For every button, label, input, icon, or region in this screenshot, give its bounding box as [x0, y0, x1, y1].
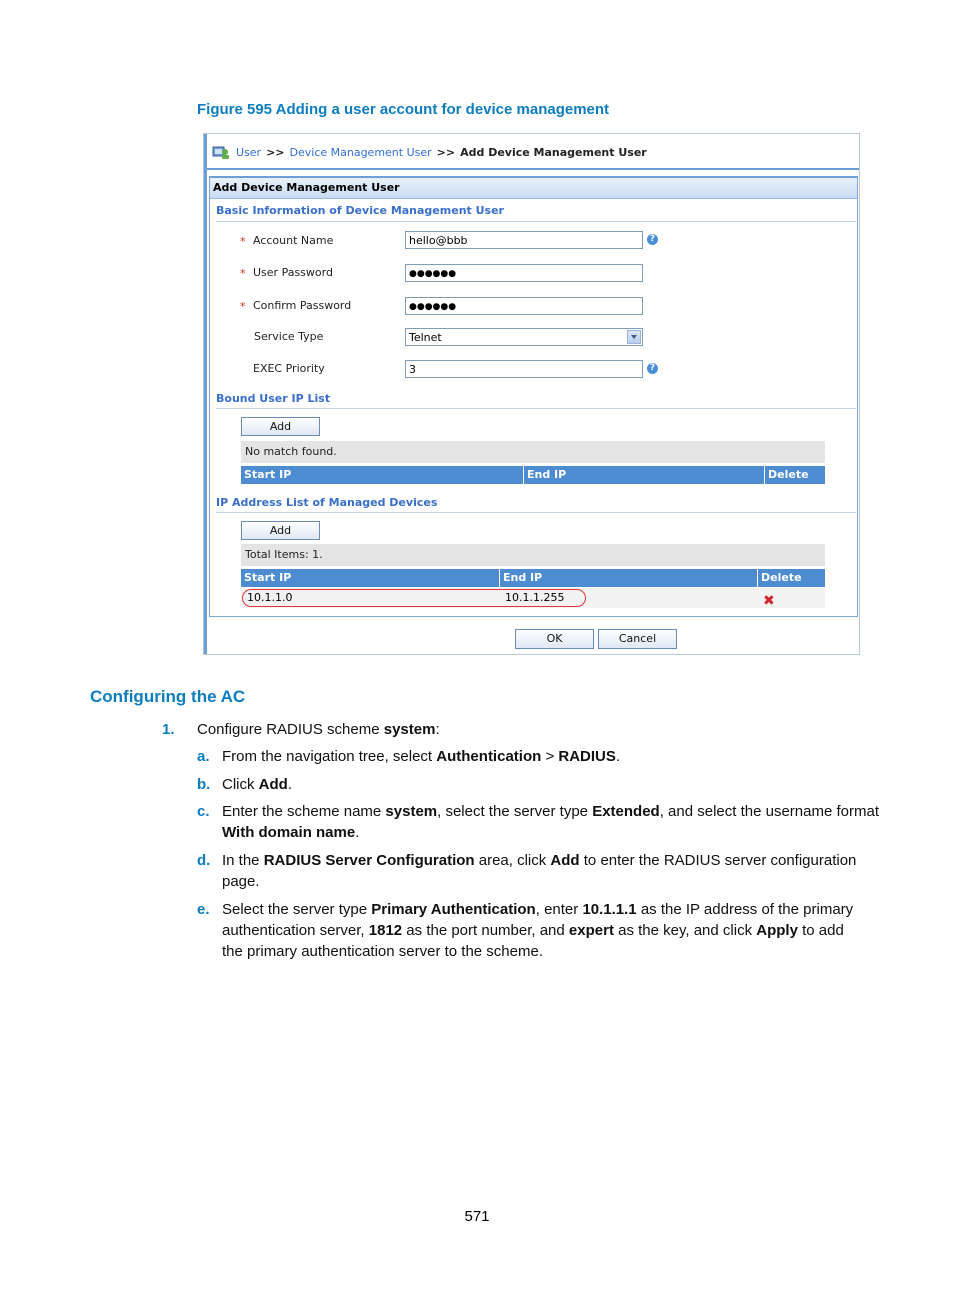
section-heading: Configuring the AC — [90, 687, 246, 706]
confirm-password-input[interactable]: ●●●●●● — [405, 297, 643, 315]
breadcrumb-separator-2: >> — [436, 145, 456, 159]
screenshot-frame — [203, 133, 860, 655]
section-divider — [216, 408, 856, 409]
breadcrumb-divider — [207, 168, 859, 170]
step-a-text: From the navigation tree, select Authentication > RADIUS. — [222, 748, 621, 765]
breadcrumb — [212, 143, 647, 161]
step-1-text: Configure RADIUS scheme system: — [197, 721, 440, 738]
column-start-ip[interactable]: Start IP — [244, 571, 292, 584]
bound-message: No match found. — [241, 441, 825, 463]
bound-table-header — [241, 466, 825, 484]
add-user-panel — [209, 176, 858, 617]
users-icon — [212, 144, 230, 160]
bound-ip-section-title: Bound User IP List — [216, 392, 331, 405]
confirm-password-label: Confirm Password — [253, 299, 352, 312]
service-type-label: Service Type — [254, 330, 324, 343]
highlight-oval — [242, 589, 586, 607]
step-e-marker: e. — [197, 901, 210, 918]
breadcrumb-user-link[interactable]: User — [236, 145, 262, 159]
cancel-button[interactable]: Cancel — [598, 629, 677, 649]
step-d-line-1: In the RADIUS Server Configuration area, click Add to enter the RADIUS server configuration — [222, 852, 857, 869]
account-name-label: Account Name — [253, 234, 334, 247]
service-type-value: Telnet — [409, 331, 442, 344]
basic-info-section-title: Basic Information of Device Management User — [216, 204, 504, 217]
delete-icon[interactable]: ✖ — [763, 593, 775, 609]
step-c-marker: c. — [197, 803, 210, 820]
managed-add-button[interactable]: Add — [241, 521, 320, 540]
user-password-input[interactable]: ●●●●●● — [405, 264, 643, 282]
help-icon[interactable]: ? — [647, 234, 658, 245]
chevron-down-icon[interactable] — [627, 330, 641, 344]
account-name-input[interactable]: hello@bbb — [405, 231, 643, 249]
step-a-marker: a. — [197, 748, 210, 765]
ok-button[interactable]: OK — [515, 629, 594, 649]
managed-table-header — [241, 569, 825, 587]
row-start-ip: 10.1.1.0 — [247, 591, 293, 604]
column-start-ip[interactable]: Start IP — [244, 468, 292, 481]
exec-priority-input[interactable]: 3 — [405, 360, 643, 378]
required-mark: * — [240, 300, 246, 313]
required-mark: * — [240, 267, 246, 280]
step-d-marker: d. — [197, 852, 211, 869]
exec-priority-label: EXEC Priority — [253, 362, 325, 375]
section-divider — [216, 512, 856, 513]
step-1-marker: 1. — [162, 721, 175, 738]
help-icon[interactable]: ? — [647, 363, 658, 374]
step-d-line-2: page. — [222, 873, 260, 890]
required-mark: * — [240, 235, 246, 248]
breadcrumb-device-mgmt-user-link[interactable]: Device Management User — [289, 145, 432, 159]
step-e-line-1: Select the server type Primary Authentication, enter 10.1.1.1 as the IP address of the primary — [222, 901, 854, 918]
frame-left-bar — [204, 134, 207, 654]
step-b-marker: b. — [197, 776, 211, 793]
breadcrumb-current: Add Device Management User — [460, 145, 647, 159]
column-end-ip[interactable]: End IP — [499, 569, 757, 587]
row-end-ip: 10.1.1.255 — [505, 591, 565, 604]
section-divider — [216, 221, 856, 222]
step-c-line-2: With domain name. — [222, 824, 360, 841]
step-b-text: Click Add. — [222, 776, 293, 793]
column-delete[interactable]: Delete — [764, 466, 825, 484]
column-delete[interactable]: Delete — [757, 569, 825, 587]
step-c-line-1: Enter the scheme name system, select the server type Extended, and select the username format — [222, 803, 879, 820]
step-e-line-3: the primary authentication server to the scheme. — [222, 943, 543, 960]
managed-message: Total Items: 1. — [241, 544, 825, 566]
managed-ip-section-title: IP Address List of Managed Devices — [216, 496, 438, 509]
figure-caption: Figure 595 Adding a user account for device management — [197, 101, 610, 118]
breadcrumb-separator: >> — [266, 145, 285, 159]
bound-add-button[interactable]: Add — [241, 417, 320, 436]
panel-title: Add Device Management User — [210, 176, 857, 199]
step-e-line-2: authentication server, 1812 as the port number, and expert as the key, and click Apply to add — [222, 922, 844, 939]
column-end-ip[interactable]: End IP — [523, 466, 764, 484]
page-number: 571 — [464, 1208, 490, 1225]
user-password-label: User Password — [253, 266, 333, 279]
service-type-select[interactable] — [405, 328, 643, 346]
